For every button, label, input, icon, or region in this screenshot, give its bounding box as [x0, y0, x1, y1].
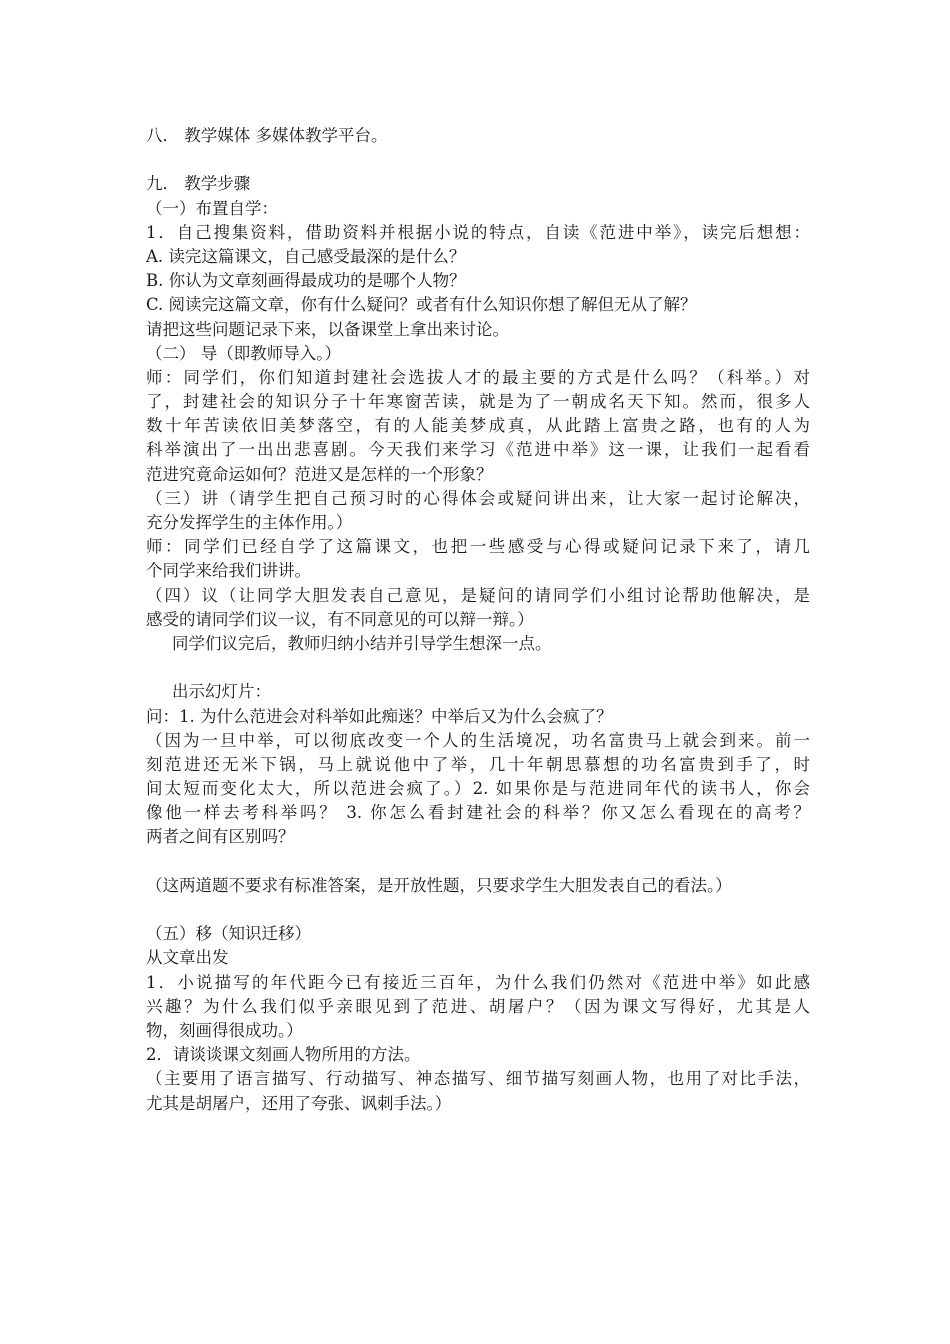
question-line: 问：1. 为什么范进会对科举如此痴迷？中举后又为什么会疯了？: [146, 706, 613, 726]
paragraph-line: 范进究竟命运如何？范进又是怎样的一个形象？: [146, 464, 493, 484]
step-4-heading: （四）议（让同学大胆发表自己意见，是疑问的请同学们小组讨论帮助他解决，是: [146, 585, 810, 605]
section-8-heading: 八． 教学媒体 多媒体教学平台。: [146, 126, 388, 145]
paragraph-line: 了，封建社会的知识分子十年寒窗苦读，就是为了一朝成名天下知。然而，很多人: [146, 392, 810, 412]
paragraph-line: 个同学来给我们讲讲。: [146, 561, 311, 581]
paragraph-line: 像他一样去考科举吗？ 3. 你怎么看封建社会的科举？你又怎么看现在的高考？: [146, 803, 810, 823]
paragraph-line: 感受的请同学们议一议，有不同意见的可以辩一辩。）: [146, 609, 534, 629]
document-page: [146, 124, 810, 1116]
paragraph-line: 数十年苦读依旧美梦落空，有的人能美梦成真，从此踏上富贵之路，也有的人为: [146, 416, 810, 436]
paragraph-line: 间太短而变化太大，所以范进会疯了。）2. 如果你是与范进同年代的读书人，你会: [146, 779, 810, 799]
paragraph-line: 2．请谈谈课文刻画人物所用的方法。: [146, 1045, 421, 1065]
paragraph-line: 从文章出发: [146, 948, 229, 968]
step-1-heading: （一）布置自学：: [146, 198, 278, 218]
paragraph-line: 请把这些问题记录下来，以备课堂上拿出来讨论。: [146, 319, 509, 339]
paragraph-line: 同学们议完后，教师归纳小结并引导学生想深一点。: [172, 633, 552, 653]
slide-heading: 出示幻灯片：: [172, 682, 271, 702]
note-line: （这两道题不要求有标准答案，是开放性题，只要求学生大胆发表自己的看法。）: [146, 875, 732, 895]
paragraph-line: 刻范进还无米下锅，马上就说他中了举，几十年朝思慕想的功名富贵到手了，时: [146, 754, 810, 774]
paragraph-line: 充分发挥学生的主体作用。）: [146, 513, 353, 532]
paragraph-line: 1．自己搜集资料，借助资料并根据小说的特点，自读《范进中举》，读完后想想：: [146, 222, 810, 242]
paragraph-line: 师：同学们，你们知道封建社会选拔人才的最主要的方式是什么吗？（科举。）对: [146, 367, 810, 387]
paragraph-line: 尤其是胡屠户，还用了夸张、讽刺手法。）: [146, 1093, 452, 1113]
paragraph-line: 师：同学们已经自学了这篇课文，也把一些感受与心得或疑问记录下来了，请几: [146, 537, 810, 557]
section-9-heading: 九． 教学步骤: [146, 174, 251, 194]
paragraph-line: 兴趣？为什么我们似乎亲眼见到了范进、胡屠户？（因为课文写得好，尤其是人: [146, 996, 810, 1016]
paragraph-line: （因为一旦中举，可以彻底改变一个人的生活境况，功名富贵马上就会到来。前一: [146, 730, 810, 750]
paragraph-line: 物，刻画得很成功。）: [146, 1020, 303, 1040]
step-3-heading: （三）讲（请学生把自己预习时的心得体会或疑问讲出来，让大家一起讨论解决，: [146, 488, 810, 508]
paragraph-line: （主要用了语言描写、行动描写、神态描写、细节描写刻画人物，也用了对比手法，: [146, 1069, 810, 1089]
paragraph-line: 两者之间有区别吗？: [146, 827, 295, 847]
paragraph-line: C. 阅读完这篇文章，你有什么疑问？或者有什么知识你想了解但无从了解？: [146, 295, 697, 315]
step-2-heading: （二） 导（即教师导入。）: [146, 343, 341, 363]
step-5-heading: （五）移（知识迁移）: [146, 924, 311, 944]
paragraph-line: 科举演出了一出出悲喜剧。今天我们来学习《范进中举》这一课，让我们一起看看: [146, 440, 810, 460]
paragraph-line: 1．小说描写的年代距今已有接近三百年，为什么我们仍然对《范进中举》如此感: [146, 972, 810, 992]
paragraph-line: B. 你认为文章刻画得最成功的是哪个人物？: [146, 271, 466, 291]
paragraph-line: A. 读完这篇课文，自己感受最深的是什么？: [146, 246, 466, 266]
